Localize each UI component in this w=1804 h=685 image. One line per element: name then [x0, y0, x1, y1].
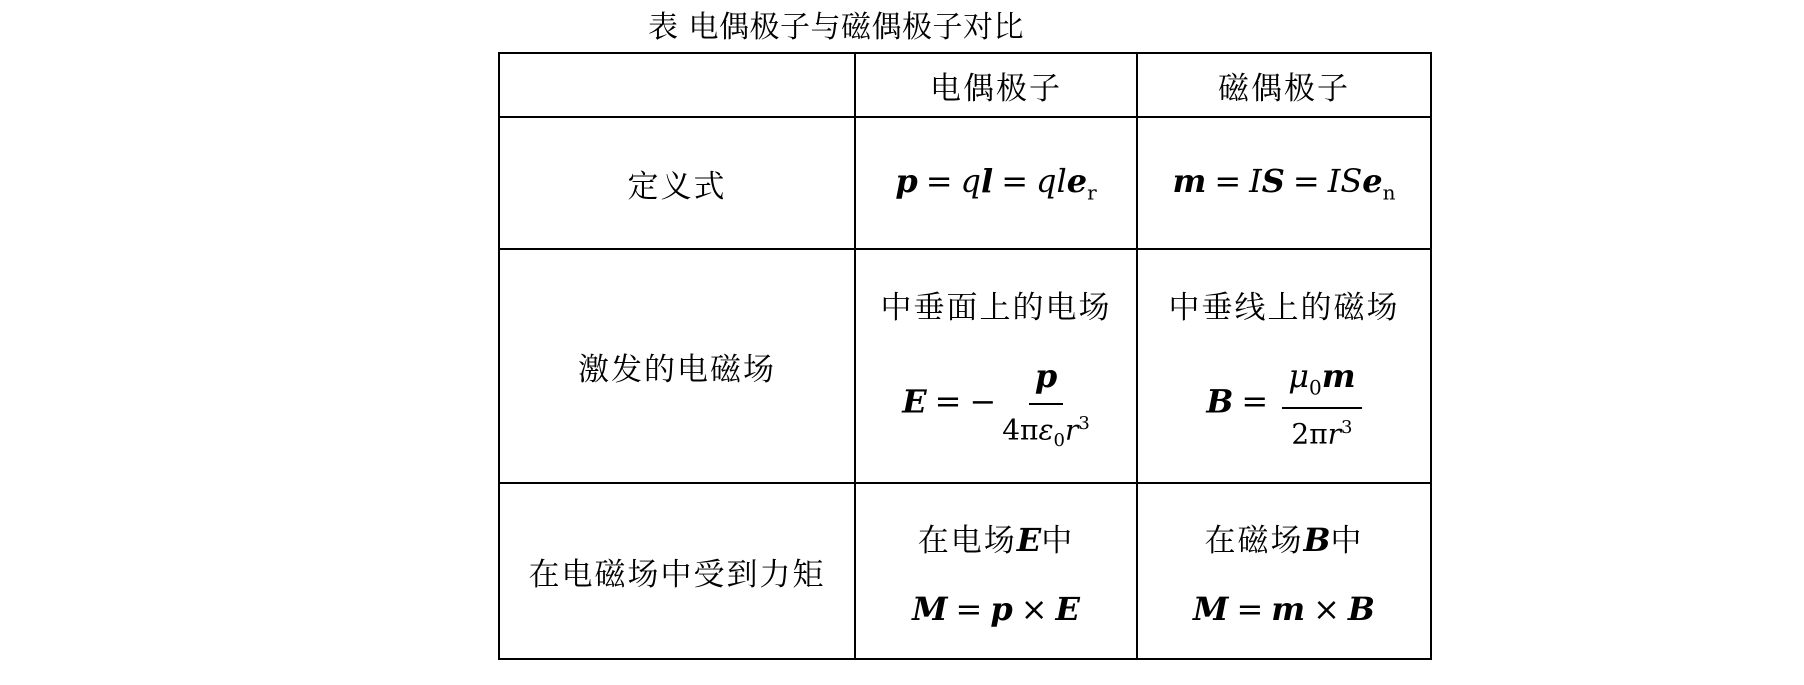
row-label-definition: 定义式: [499, 117, 855, 249]
magnetic-torque-desc: 在磁场B中: [1204, 520, 1364, 559]
magnetic-torque-cell: [1137, 483, 1431, 659]
electric-field-desc: 中垂面上的电场: [880, 289, 1112, 326]
electric-torque-formula: M = p × E: [912, 589, 1080, 628]
comparison-table: [498, 52, 1432, 660]
electric-torque-cell: [855, 483, 1137, 659]
electric-field-cell: [855, 249, 1137, 483]
table-caption: 表 电偶极子与磁偶极子对比: [647, 10, 1025, 45]
table-row-torque: [499, 483, 1431, 659]
header-electric-dipole: 电偶极子: [855, 53, 1137, 117]
header-empty-cell: [499, 53, 855, 117]
magnetic-torque-formula: M = m × B: [1193, 589, 1375, 628]
magnetic-definition-formula: m = IS = ISe$_n$: [1137, 117, 1431, 249]
header-magnetic-dipole: 磁偶极子: [1137, 53, 1431, 117]
electric-field-formula: E = − $\frac{p}{4\pi\varepsilon_0r^3}$: [902, 356, 1090, 451]
table-row-definition: [499, 117, 1431, 249]
magnetic-field-cell: [1137, 249, 1431, 483]
electric-definition-formula: p = ql = qle$_r$: [855, 117, 1137, 249]
magnetic-field-desc: 中垂线上的磁场: [1168, 289, 1400, 326]
magnetic-field-formula: B = $\frac{\mu_0m}{2\pi r^3}$: [1206, 357, 1361, 451]
table-row-field: [499, 249, 1431, 483]
row-label-field: 激发的电磁场: [499, 249, 855, 483]
row-label-torque: 在电磁场中受到力矩: [499, 483, 855, 659]
electric-torque-desc: 在电场E中: [917, 520, 1075, 559]
table-header-row: [499, 53, 1431, 117]
